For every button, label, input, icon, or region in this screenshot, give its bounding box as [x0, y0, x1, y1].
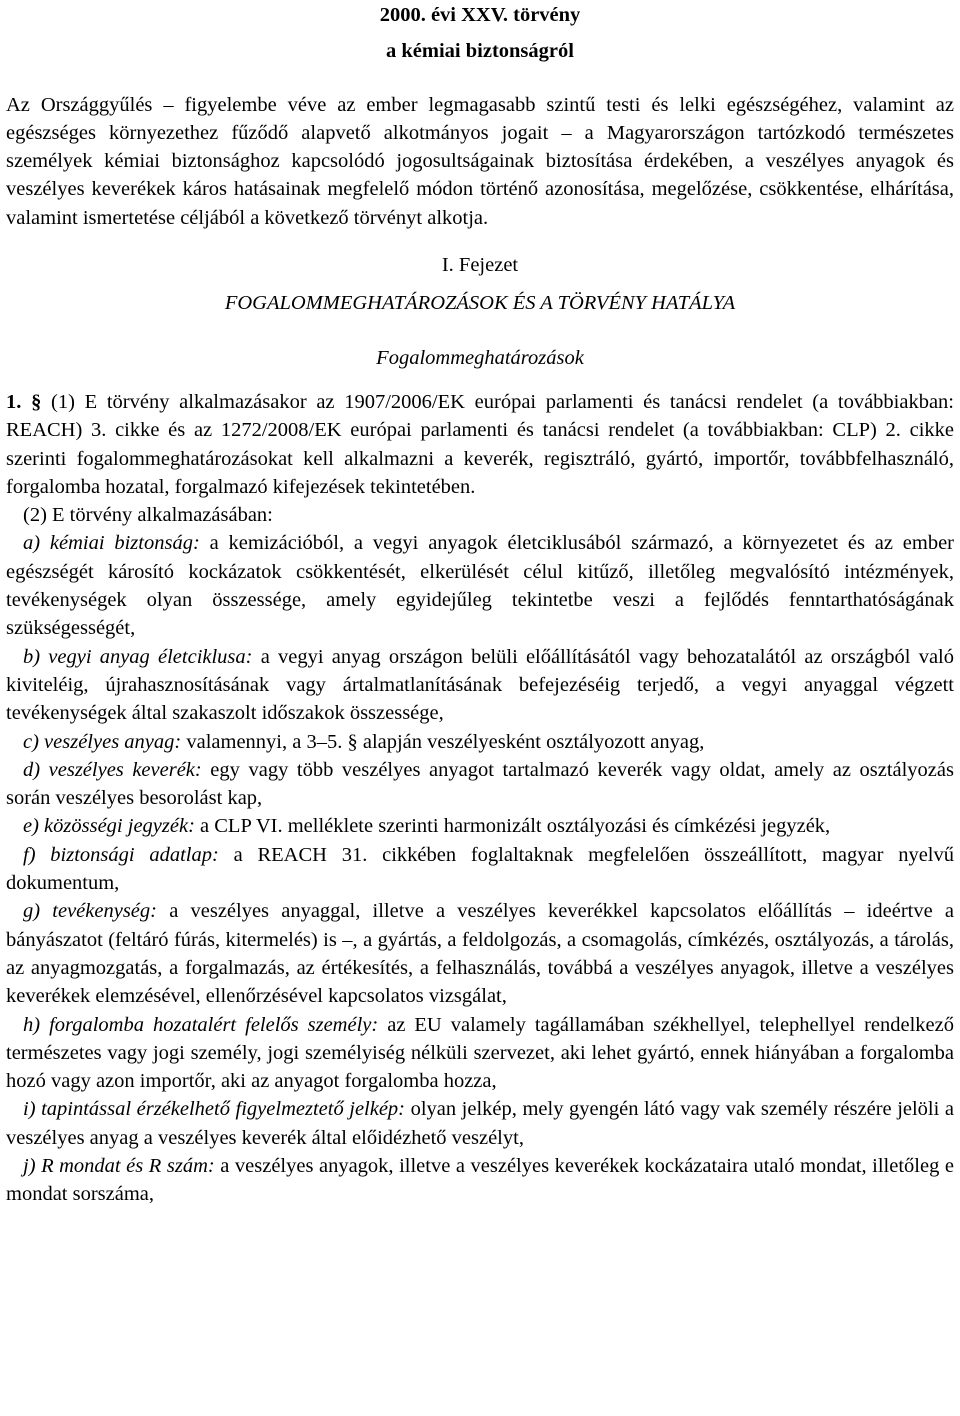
definition-text: valamennyi, a 3–5. § alapján veszélyesként osztályozott anyag,	[181, 730, 705, 753]
definition-term: i) tapintással érzékelhető figyelmeztető jelkép:	[23, 1098, 406, 1121]
definition-item	[6, 643, 954, 728]
chapter-number: I. Fejezet	[441, 254, 519, 277]
definition-item	[6, 529, 954, 642]
section-1-paragraph-1-text: (1) E törvény alkalmazásakor az 1907/2006/EK európai parlamenti és tanácsi rendelet (a továbbiakban: REACH) 3. cikke és az 1272/2008/EK európai parlamenti és tanácsi rendelet (a továbbiakban: CLP) 2. cikke szerinti fogalommeghatározásokat kell alkalmazni a keverék, regisztráló, gyártó, importőr, továbbfelhasználó, forgalomba hozatal, forgalmazó kifejezések tekintetében.	[6, 390, 955, 498]
definition-item	[6, 1011, 954, 1096]
definition-item	[6, 728, 954, 756]
section-title: Fogalommeghatározások	[376, 346, 584, 369]
definition-item	[6, 841, 954, 898]
definition-text: a veszélyes anyagok, illetve a veszélyes keverékek kockázataira utaló mondat, illetőleg e mondat sorszáma,	[6, 1154, 954, 1206]
definition-text: a veszélyes anyaggal, illetve a veszélyes keverékkel kapcsolatos előállítás – ideértve a bányászatot (feltáró fúrás, kitermelés) is –, a gyártás, a feldolgozás, a csomagolás, címkézés, osztályozás, a tárolás, az anyagmozgatás, a forgalmazás, az értékesítés, a felhasználás, továbbá a veszélyes anyagok, illetve a veszélyes keverékek elemzésével, ellenőrzésével kapcsolatos vizsgálat,	[6, 900, 954, 1008]
definition-text: egy vagy több veszélyes anyagot tartalmazó keverék vagy oldat, amely az osztályozás során veszélyes besorolást kap,	[6, 758, 954, 810]
definition-term: b) vegyi anyag életciklusa:	[23, 645, 253, 668]
definition-item	[6, 1152, 954, 1209]
chapter-title: FOGALOMMEGHATÁROZÁSOK ÉS A TÖRVÉNY HATÁLYA	[224, 292, 736, 315]
definition-item	[6, 1095, 954, 1152]
definition-term: h) forgalomba hozatalért felelős személy:	[23, 1013, 379, 1036]
preamble: Az Országgyűlés – figyelembe véve az ember legmagasabb szintű testi és lelki egészségéhez, valamint az egészséges környezethez fűződő alapvető alkotmányos jogait – a Magyarországon tartózkodó természetes személyek kémiai biztonsághoz kapcsolódó jogosultságainak biztosítása érdekében, a veszélyes anyagok és veszélyes keverékek káros hatásainak megfelelő módon történő azonosítása, megelőzése, csökkentése, elhárítása, valamint ismertetése céljából a következő törvényt alkotja.	[6, 93, 954, 229]
definition-text: a vegyi anyag országon belüli előállításától vagy behozatalától az országból való kiviteléig, újrahasznosításának vagy ártalmatlanításának befejezéséig terjedő, a vegyi anyaggal végzett tevékenységek által szakaszolt időszakok összessége,	[6, 645, 954, 725]
definition-item	[6, 756, 954, 813]
definition-list	[6, 529, 954, 1208]
definition-term: f) biztonsági adatlap:	[23, 843, 219, 866]
section-label: 1. §	[6, 390, 42, 413]
definition-term: c) veszélyes anyag:	[23, 730, 182, 753]
law-subtitle: a kémiai biztonságról	[386, 40, 574, 63]
definition-term: e) közösségi jegyzék:	[23, 815, 195, 838]
section-1-paragraph-1	[6, 388, 954, 501]
definition-term: d) veszélyes keverék:	[23, 758, 202, 781]
definition-term: j) R mondat és R szám:	[23, 1154, 215, 1177]
section-1-paragraph-2-intro: (2) E törvény alkalmazásában:	[23, 504, 273, 527]
definition-text: a kemizációból, a vegyi anyagok életciklusából származó, a környezetet és az ember egészségét károsító kockázatok csökkentését, elkerülését célul kitűző, illetőleg megvalósító intézmények, tevékenységek olyan összessége, amely egyidejűleg tekintetbe veszi a fejlődés fenntarthatóságának szükségességét,	[6, 532, 954, 640]
definition-term: g) tevékenység:	[23, 900, 157, 923]
definition-item	[6, 812, 954, 840]
definition-text: olyan jelkép, mely gyengén látó vagy vak személy részére jelöli a veszélyes anyag a veszélyes keverék által előidézhető veszélyt,	[6, 1098, 954, 1149]
definition-text: az EU valamely tagállamában székhellyel, telephellyel rendelkező természetes vagy jogi személy, jogi személyiség nélküli szervezet, aki lehet gyártó, ennek hiányában a forgalomba hozó vagy azon importőr, aki az anyagot forgalomba hozza,	[6, 1013, 954, 1093]
definition-item	[6, 897, 954, 1010]
law-title: 2000. évi XXV. törvény	[379, 4, 581, 26]
definition-term: a) kémiai biztonság:	[23, 532, 200, 555]
definition-text: a REACH 31. cikkében foglaltaknak megfelelően összeállított, magyar nyelvű dokumentum,	[6, 843, 954, 895]
definition-text: a CLP VI. melléklete szerinti harmonizált osztályozási és címkézési jegyzék,	[194, 815, 831, 838]
